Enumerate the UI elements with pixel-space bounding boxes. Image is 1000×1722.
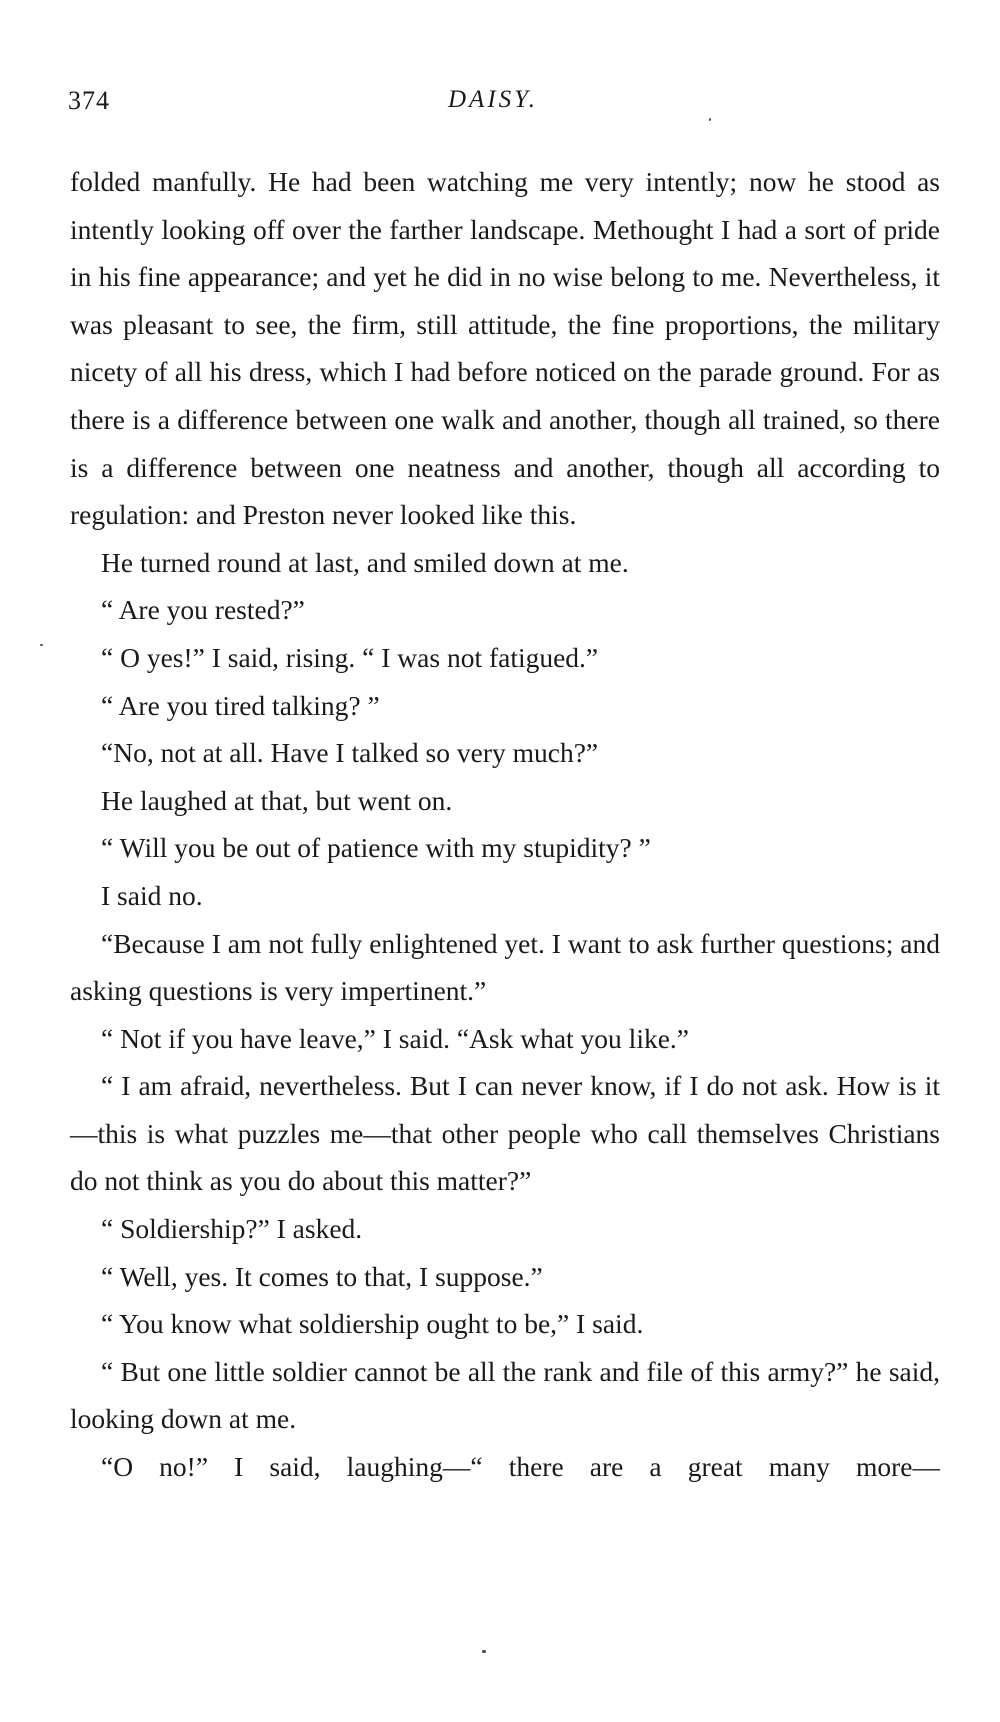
paragraph: He turned round at last, and smiled down at me. bbox=[101, 546, 629, 578]
dialogue-line: “Because I am not fully enlightened yet. I want to ask further questions; and asking questions is very impertinent.” bbox=[70, 927, 940, 1007]
paragraph: He laughed at that, but went on. bbox=[101, 784, 453, 816]
paragraph-continued: folded manfully. He had been watching me very intently; now he stood as intently looking off over the farther landscape. Methought I had a sort of pride in his fine appearance; and yet he did in no wise belong to me. Nevertheless, it was pleasant to see, the firm, still attitude, the fine proportions, the military nicety of all his dress, which I had before noticed on the parade ground. For as there is a difference between one walk and another, though all trained, so there is a difference between one neatness and another, though all according to regulation: and Preston never looked like this. bbox=[70, 166, 940, 531]
scan-speck bbox=[40, 644, 43, 646]
dialogue-line: “ You know what soldiership ought to be,” I said. bbox=[101, 1308, 644, 1340]
paragraph: I said no. bbox=[101, 879, 203, 911]
page-header bbox=[68, 86, 938, 126]
dialogue-line: “ Soldiership?” I asked. bbox=[101, 1213, 363, 1245]
dialogue-line: “ O yes!” I said, rising. “ I was not fatigued.” bbox=[101, 641, 599, 673]
scan-speck bbox=[482, 1650, 486, 1653]
dialogue-line: “ Well, yes. It comes to that, I suppose.” bbox=[101, 1260, 543, 1292]
dialogue-line: “ But one little soldier cannot be all the rank and file of this army?” he said, looking down at me. bbox=[70, 1355, 940, 1435]
dialogue-line: “ I am afraid, nevertheless. But I can never know, if I do not ask. How is it—this is what puzzles me—that other people who call themselves Christians do not think as you do about this matter?” bbox=[70, 1070, 940, 1197]
dialogue-line: “ Are you rested?” bbox=[101, 594, 305, 626]
dialogue-line: “ Not if you have leave,” I said. “Ask what you like.” bbox=[101, 1022, 690, 1054]
dialogue-line: “ Are you tired talking? ” bbox=[101, 689, 380, 721]
running-title: DAISY. bbox=[448, 86, 539, 113]
scan-speck bbox=[709, 118, 711, 121]
page-number: 374 bbox=[68, 86, 110, 115]
dialogue-line: “No, not at all. Have I talked so very much?” bbox=[101, 737, 599, 769]
dialogue-line: “ Will you be out of patience with my stupidity? ” bbox=[101, 832, 651, 864]
dialogue-line: “O no!” I said, laughing—“ there are a great many more— bbox=[101, 1451, 940, 1483]
page-body bbox=[70, 158, 940, 1491]
